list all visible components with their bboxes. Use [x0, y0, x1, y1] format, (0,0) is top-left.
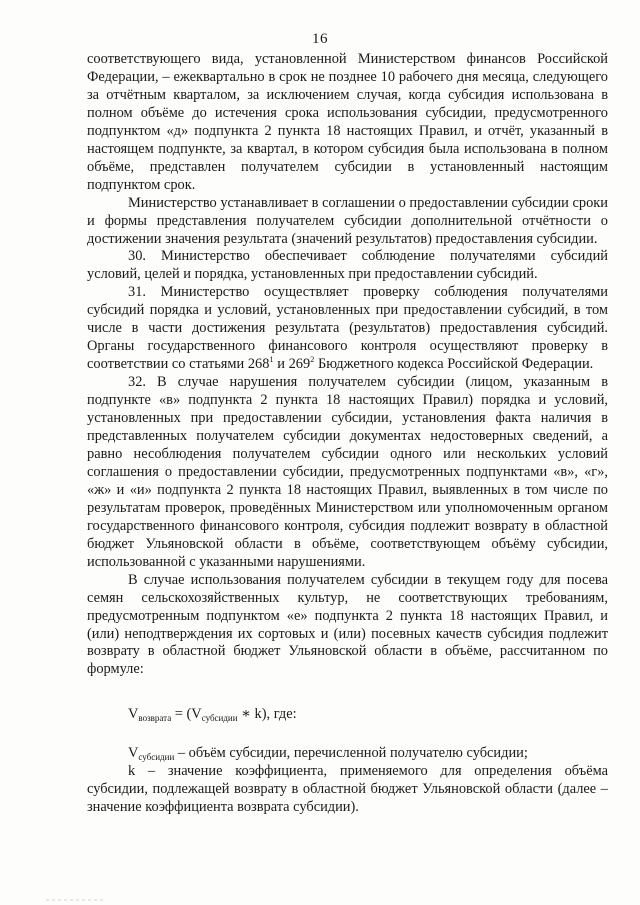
formula-v-subscript: возврата: [138, 713, 172, 724]
definition-symbol: V: [128, 745, 139, 762]
footnote-mark-269: 2: [310, 354, 315, 365]
definition-symbol: k: [128, 763, 136, 780]
paragraph-item-30: 30. Министерство обеспечивает соблюдение получателями субсидий условий, целей и порядка, установленных при предоставлении субсидий.: [87, 248, 608, 283]
item-31-text-a: 31. Министерство осуществляет проверку соблюдения получателями субсидий порядка и условий, установленных при предоставлении субсидий, в том числе в части достижения результата (результатов) предоставления субсидий. Органы государственного финансового контроля осуществляют проверку в соответствии со статьями 268: [87, 284, 608, 373]
paragraph-item-31: [87, 284, 608, 374]
footnote-mark-268: 1: [269, 354, 274, 365]
scan-artifact: [46, 899, 106, 901]
definition-symbol-subscript: субсидии: [138, 752, 175, 763]
formula-tail: ∗ k), где:: [237, 706, 297, 723]
formula-equals-open: = (V: [171, 706, 202, 723]
definition-text: – значение коэффициента, применяемого для определения объёма субсидии, подлежащей возврату в областной бюджет Ульяновской области (далее – значение коэффициента возврата субсидии).: [87, 763, 608, 816]
formula-v: V: [128, 706, 139, 723]
paragraph-seed-requirements: В случае использования получателем субсидии в текущем году для посева семян сельскохозяйственных культур, не соответствующих требованиям, предусмотренным подпунктом «е» подпункта 2 пункта 18 настоящих Правил, и (или) неподтверждения их сортовых и (или) посевных качеств субсидия подлежит возврату в областной бюджет Ульяновской области в объёме, рассчитанном по формуле:: [87, 571, 608, 678]
definition-text: – объём субсидии, перечисленной получателю субсидии;: [174, 745, 528, 762]
paragraph-item-32: 32. В случае нарушения получателем субсидии (лицом, указанным в подпункте «в» подпункта 2 пункта 18 настоящих Правил) порядка и условий, установленных при предоставлении субсидии, установления факта наличия в представленных получателем субсидии документах недостоверных сведений, а равно несоблюдения получателем субсидии одного или нескольких условий соглашения о предоставлении субсидии, предусмотренных подпунктами «в», «г», «ж» и «и» подпункта 2 пункта 18 настоящих Правил, выявленных в том числе по результатам проверок, проведённых Министерством или уполномоченным органом государственного финансового контроля, субсидия подлежит возврату в областной бюджет Ульяновской области в объёме, соответствующем объёму субсидии, использованной с указанными нарушениями.: [87, 374, 608, 570]
definition-k: [87, 763, 608, 817]
document-body: [87, 51, 608, 817]
formula-inner-subscript: субсидии: [201, 713, 238, 724]
paragraph-continuation: соответствующего вида, установленной Министерством финансов Российской Федерации, – ежеквартально в срок не позднее 10 рабочего дня месяца, следующего за отчётным кварталом, за исключением случая, когда субсидия использована в полном объёме до истечения срока использования субсидии, предусмотренного подпунктом «д» подпункта 2 пункта 18 настоящих Правил, и отчёт, указанный в настоящем подпункте, за квартал, в котором субсидия была использована в полном объёме, представлен получателем субсидии в установленный настоящим подпунктом срок.: [87, 51, 608, 193]
page-number: 16: [312, 31, 328, 47]
paragraph-reporting-terms: Министерство устанавливает в соглашении о предоставлении субсидии сроки и формы представления получателем субсидии дополнительной отчётности о достижении значения результата (значений результатов) предоставления субсидии.: [87, 194, 608, 247]
definition-v-subsidy: [87, 745, 608, 763]
formula-spacer: [87, 723, 608, 745]
item-31-text-b: и 269: [273, 356, 311, 373]
item-31-text-c: Бюджетного кодекса Российской Федерации.: [314, 356, 594, 373]
return-formula: [87, 705, 608, 723]
